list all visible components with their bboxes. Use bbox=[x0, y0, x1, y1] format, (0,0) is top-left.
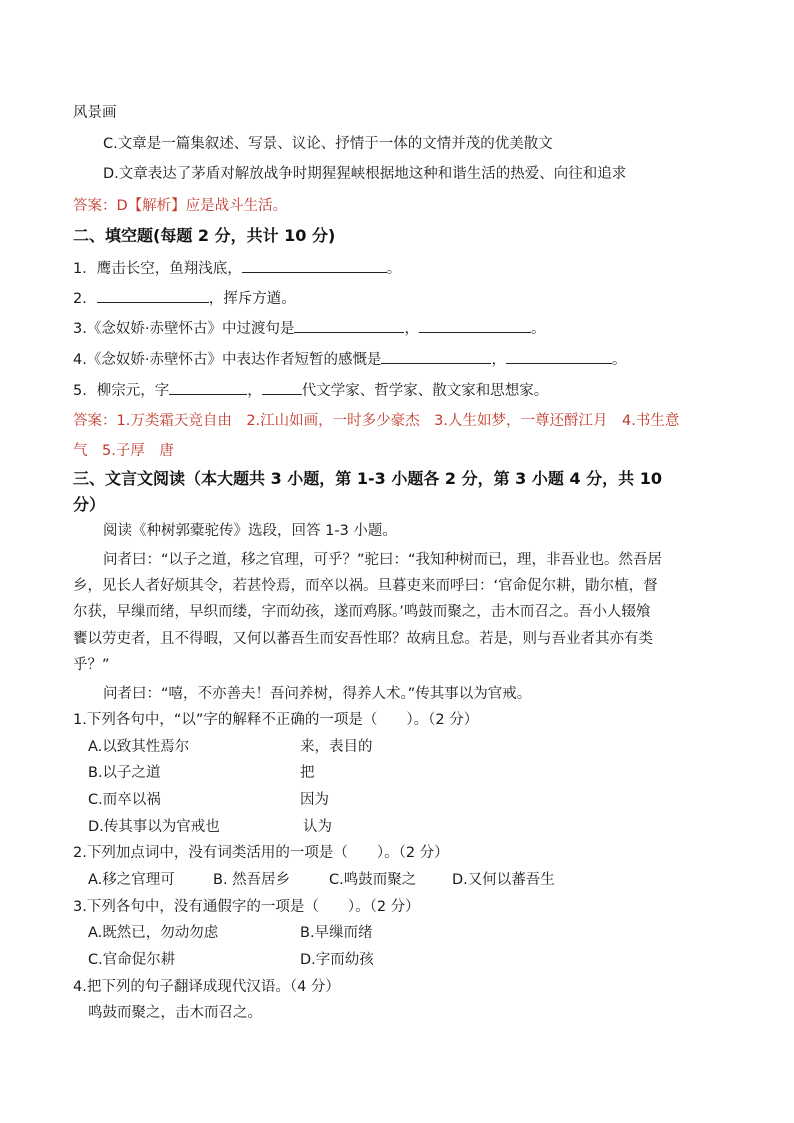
answer-key-line-1: 答案：1.万类霜天竞自由 2.江山如画，一时多少豪杰 3.人生如梦，一尊还酹江月 4.书生意 bbox=[73, 413, 680, 429]
section-title-classical-cont: 分） bbox=[73, 495, 106, 514]
reading-intro: 阅读《种树郭橐驼传》选段，回答 1-3 小题。 bbox=[103, 523, 397, 539]
answer-blank[interactable] bbox=[419, 318, 531, 333]
question-text: 。 bbox=[611, 352, 627, 368]
option-b[interactable]: B.以子之道 bbox=[88, 765, 161, 781]
option-b[interactable]: B. 然吾居乡 bbox=[213, 872, 291, 888]
question-text: 2． bbox=[73, 291, 97, 307]
passage-line: 尔获，早缫而绪，早织而缕，字而幼孩，遂而鸡豚。’鸣鼓而聚之，击木而召之。吾小人辍飧 bbox=[73, 604, 651, 620]
answer-blank[interactable] bbox=[506, 349, 612, 364]
passage-line: 问者曰：“嘻，不亦善夫！吾问养树，得养人术。”传其事以为官戒。 bbox=[103, 686, 532, 702]
fill-question-1 bbox=[73, 258, 401, 279]
passage-line: 饔以劳吏者，且不得暇，又何以蕃吾生而安吾性耶？故病且怠。若是，则与吾业者其亦有类 bbox=[73, 631, 653, 647]
question-text: ， bbox=[247, 383, 262, 399]
translation-sentence: 鸣鼓而聚之，击木而召之。 bbox=[88, 1005, 262, 1021]
option-b[interactable]: B.早缫而绪 bbox=[300, 925, 373, 941]
option-c[interactable]: C.而卒以祸 bbox=[88, 792, 161, 808]
question-text: 5．柳宗元，字 bbox=[73, 383, 170, 399]
option-a[interactable]: A.既然已，勿动勿虑 bbox=[88, 925, 219, 941]
fill-question-4 bbox=[73, 349, 626, 370]
question-3-stem: 3.下列各句中，没有通假字的一项是（ ）。（2 分） bbox=[73, 899, 420, 915]
question-text: 1．鹰击长空，鱼翔浅底， bbox=[73, 261, 242, 277]
option-d[interactable]: D.字而幼孩 bbox=[300, 952, 374, 968]
answer-key-line-2: 气 5.子厚 唐 bbox=[73, 443, 174, 459]
answer-blank[interactable] bbox=[169, 380, 247, 395]
question-1-stem: 1.下列各句中，“以”字的解释不正确的一项是（ ）。（2 分） bbox=[73, 712, 479, 728]
option-c-meaning: 因为 bbox=[300, 792, 329, 808]
option-d-meaning: 认为 bbox=[303, 819, 332, 835]
passage-line: 乡，见长人者好烦其令，若甚怜焉，而卒以祸。旦暮吏来而呼曰：‘官命促尔耕，勖尔植，督 bbox=[73, 578, 658, 594]
answer-blank[interactable] bbox=[294, 318, 404, 333]
question-text: 4.《念奴娇·赤壁怀古》中表达作者短暂的感慨是 bbox=[73, 352, 382, 368]
answer-blank[interactable] bbox=[242, 258, 387, 273]
option-d: D.文章表达了茅盾对解放战争时期猩猩峡根据地这种和谐生活的热爱、向往和追求 bbox=[103, 166, 627, 182]
section-title-classical: 三、文言文阅读（本大题共 3 小题，第 1-3 小题各 2 分，第 3 小题 4 分，共 10 bbox=[73, 469, 662, 488]
question-text: 3.《念奴娇·赤壁怀古》中过渡句是 bbox=[73, 321, 295, 337]
section-title-fill-in: 二、填空题(每题 2 分，共计 10 分) bbox=[73, 226, 336, 245]
question-text: 。 bbox=[386, 261, 402, 277]
option-d[interactable]: D.又何以蕃吾生 bbox=[452, 872, 555, 888]
passage-line: 问者曰：“以子之道，移之官理，可乎？”驼曰：“我知种树而已，理，非吾业也。然吾居 bbox=[103, 552, 663, 568]
option-d[interactable]: D.传其事以为官戒也 bbox=[88, 819, 220, 835]
fill-question-3 bbox=[73, 318, 545, 339]
fill-question-5 bbox=[73, 380, 548, 401]
question-text: ，挥斥方遒。 bbox=[208, 291, 296, 307]
option-a[interactable]: A.移之官理可 bbox=[88, 872, 175, 888]
question-text: ， bbox=[491, 352, 506, 368]
option-a[interactable]: A.以致其性焉尔 bbox=[88, 739, 190, 755]
option-c: C.文章是一篇集叙述、写景、议论、抒情于一体的文情并茂的优美散文 bbox=[103, 136, 553, 152]
fill-question-2 bbox=[73, 288, 296, 309]
option-a-meaning: 来，表目的 bbox=[300, 739, 373, 755]
answer-line: 答案：D【解析】应是战斗生活。 bbox=[73, 198, 288, 214]
question-text: 代文学家、哲学家、散文家和思想家。 bbox=[301, 383, 549, 399]
option-b-meaning: 把 bbox=[300, 765, 315, 781]
question-text: 。 bbox=[530, 321, 546, 337]
passage-line: 乎？” bbox=[73, 657, 110, 673]
question-text: ， bbox=[404, 321, 419, 337]
question-4-stem: 4.把下列的句子翻译成现代汉语。（4 分） bbox=[73, 979, 340, 995]
option-c[interactable]: C.官命促尔耕 bbox=[88, 952, 176, 968]
question-2-stem: 2.下列加点词中，没有词类活用的一项是（ ）。（2 分） bbox=[73, 845, 449, 861]
continued-text: 风景画 bbox=[73, 105, 117, 121]
option-c[interactable]: C.鸣鼓而聚之 bbox=[329, 872, 417, 888]
answer-blank[interactable] bbox=[262, 380, 302, 395]
answer-blank[interactable] bbox=[381, 349, 491, 364]
answer-blank[interactable] bbox=[97, 288, 209, 303]
